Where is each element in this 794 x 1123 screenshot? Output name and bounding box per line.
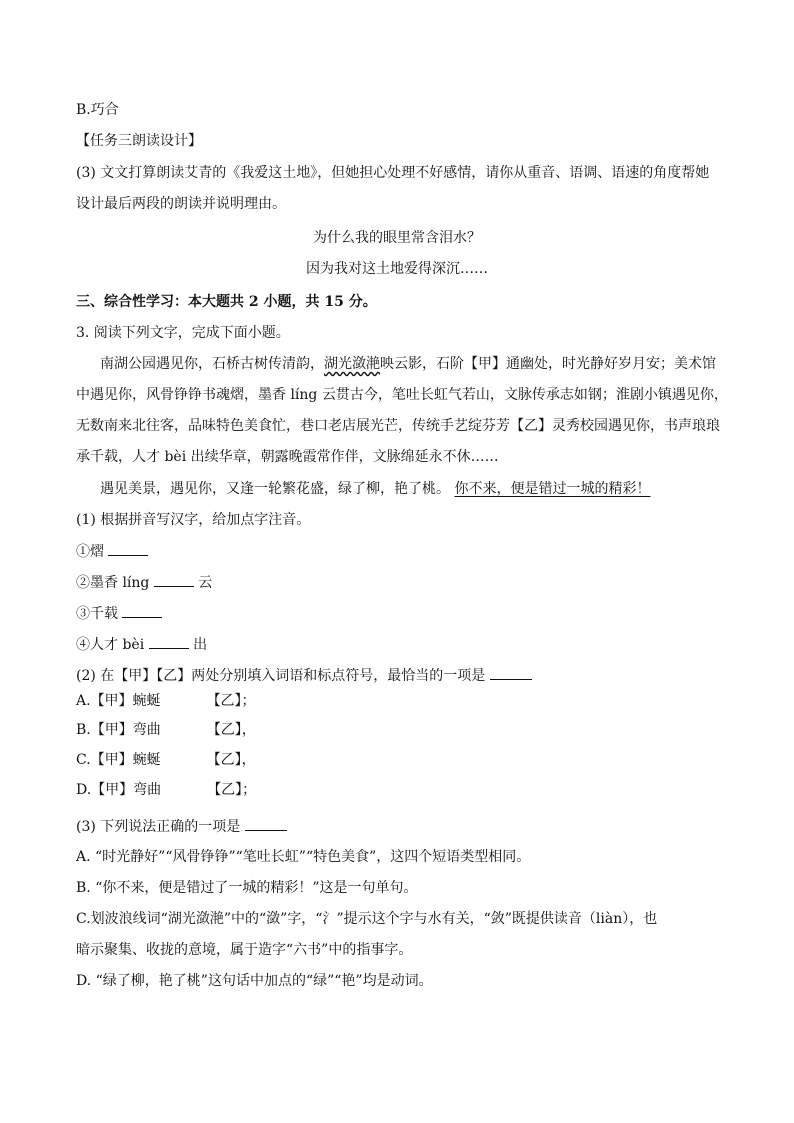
item-label: ④人才 bèi (76, 637, 145, 653)
option-punct: 【乙】； (207, 782, 257, 798)
answer-blank[interactable] (108, 541, 148, 556)
passage-segment: 映云影，石阶【甲】通幽处，时光静好岁月安；美术馆 (380, 356, 716, 372)
passage-line-3: 无数南来北往客，品味特色美食忙，巷口老店展光芒，传统手艺绽芬芳【乙】灵秀校园遇见你，书声琅琅 (76, 418, 720, 434)
passage-line-1 (100, 354, 716, 374)
subquestion-3 (76, 816, 287, 837)
task-three-heading: 【任务三朗读设计】 (76, 133, 202, 149)
passage-segment: 南湖公园遇见你，石桥古树传清韵， (100, 356, 324, 372)
item-suffix: 出 (193, 637, 208, 653)
subquestion-2-option-a[interactable] (76, 691, 256, 711)
passage-line-5 (100, 479, 650, 499)
subquestion-3-option-d[interactable]: D. “绿了柳，艳了桃”这句话中加点的“绿”“艳”均是动词。 (76, 973, 433, 989)
poem-line-2: 因为我对这土地爱得深沉…… (306, 261, 488, 277)
subquestion-2-option-b[interactable] (76, 720, 256, 740)
item-suffix: 云 (198, 575, 213, 591)
option-punct: 【乙】， (206, 722, 256, 738)
poem-line-1: 为什么我的眼里常含泪水？ (313, 230, 481, 246)
subquestion-1-item-a (76, 541, 148, 562)
passage-line-2: 中遇见你，风骨铮铮书魂熠，墨香 líng 云贯古今，笔吐长虹气若山，文脉传承志如钢；淮剧小镇遇见你， (76, 387, 728, 403)
wavy-underlined-word: 湖光潋滟 (324, 356, 380, 372)
option-word: D.【甲】弯曲 (76, 782, 162, 798)
option-b-qiaohe: B.巧合 (76, 102, 119, 118)
question-text: (2) 在【甲】【乙】两处分别填入词语和标点符号，最恰当的一项是 (76, 668, 486, 684)
option-word: B.【甲】弯曲 (76, 722, 161, 738)
subquestion-2-option-c[interactable] (76, 750, 256, 770)
subquestion-3-option-c-2: 暗示聚集、收拢的意境，属于造字“六书”中的指事字。 (76, 942, 413, 958)
answer-blank[interactable] (490, 665, 532, 680)
answer-blank[interactable] (154, 572, 194, 587)
question-3-text-1: (3) 文文打算朗读艾青的《我爱这土地》，但她担心处理不好感情，请你从重音、语调、语速的角度帮她 (76, 165, 710, 181)
subquestion-1-item-b (76, 572, 212, 593)
passage-segment: 遇见美景，遇见你，又逢一轮繁花盛，绿了柳，艳了桃。 (100, 481, 450, 497)
answer-blank[interactable] (149, 634, 189, 649)
subquestion-3-option-b[interactable]: B. “你不来，便是错过了一城的精彩！”这是一句单句。 (76, 880, 418, 896)
underlined-sentence: 你不来，便是错过一城的精彩！ (454, 481, 651, 497)
question-3-intro: 3. 阅读下列文字，完成下面小题。 (76, 325, 290, 341)
option-word: C.【甲】蜿蜒 (76, 752, 161, 768)
subquestion-2-option-d[interactable] (76, 780, 256, 800)
subquestion-1: (1) 根据拼音写汉字，给加点字注音。 (76, 512, 311, 528)
item-label: ①熠 (76, 544, 104, 560)
subquestion-1-item-c (76, 603, 162, 624)
item-label: ③千载 (76, 606, 118, 622)
question-3-text-2: 设计最后两段的朗读并说明理由。 (76, 196, 286, 212)
subquestion-2 (76, 665, 532, 686)
subquestion-1-item-d (76, 634, 207, 655)
section-three-heading: 三、综合性学习：本大题共 2 小题，共 15 分。 (76, 294, 377, 310)
subquestion-3-option-a[interactable]: A. “时光静好”“风骨铮铮”“笔吐长虹”“特色美食”，这四个短语类型相同。 (76, 849, 531, 865)
passage-line-4: 承千载，人才 bèi 出续华章，朝露晚霞常作伴，文脉绵延永不休…… (76, 449, 499, 465)
option-punct: 【乙】； (206, 693, 256, 709)
option-word: A.【甲】蜿蜒 (76, 693, 161, 709)
item-label: ②墨香 líng (76, 575, 150, 591)
answer-blank[interactable] (122, 603, 162, 618)
subquestion-3-option-c-1[interactable]: C.划波浪线词“湖光潋滟”中的“潋”字，“氵”提示这个字与水有关，“敛”既提供读音（liàn），也 (76, 911, 658, 927)
option-punct: 【乙】， (206, 752, 256, 768)
question-text: (3) 下列说法正确的一项是 (76, 819, 241, 835)
answer-blank[interactable] (245, 816, 287, 831)
